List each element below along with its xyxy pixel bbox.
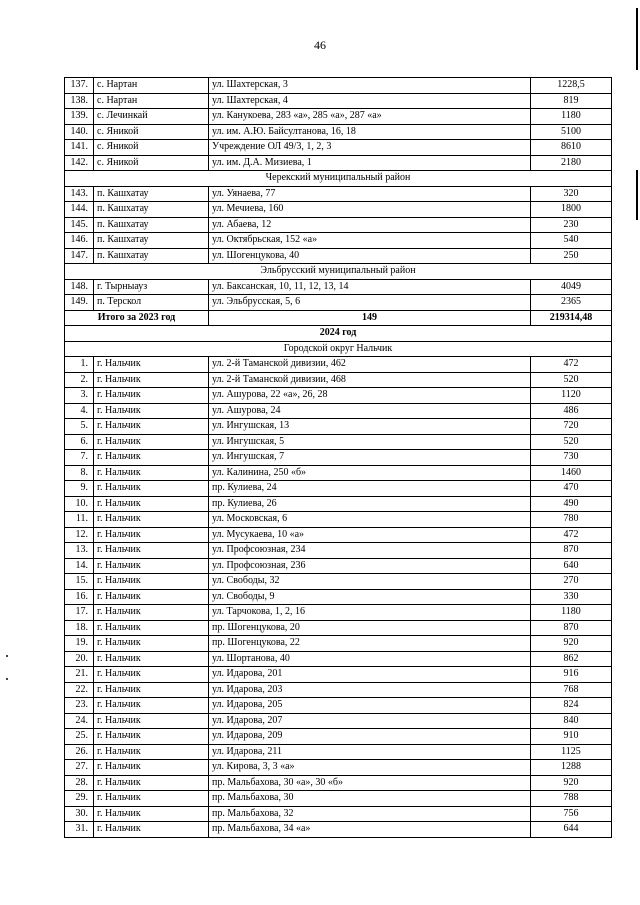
table-row xyxy=(65,450,612,466)
row-number: 18. xyxy=(65,620,94,636)
row-address: пр. Шогенцукова, 20 xyxy=(209,620,531,636)
row-address: ул. Шогенцукова, 40 xyxy=(209,248,531,264)
row-value: 840 xyxy=(531,713,612,729)
row-number: 1. xyxy=(65,357,94,373)
row-number: 138. xyxy=(65,93,94,109)
row-address: пр. Мальбахова, 30 «а», 30 «б» xyxy=(209,775,531,791)
row-number: 5. xyxy=(65,419,94,435)
row-value: 862 xyxy=(531,651,612,667)
table-body-top xyxy=(65,78,612,171)
row-address: ул. Ингушская, 7 xyxy=(209,450,531,466)
row-address: пр. Мальбахова, 32 xyxy=(209,806,531,822)
row-address: ул. Ашурова, 24 xyxy=(209,403,531,419)
row-address: ул. Кирова, 3, 3 «а» xyxy=(209,760,531,776)
row-address: ул. Профсоюзная, 236 xyxy=(209,558,531,574)
row-locality: г. Нальчик xyxy=(94,512,209,528)
row-value: 1125 xyxy=(531,744,612,760)
row-value: 8610 xyxy=(531,140,612,156)
table-row xyxy=(65,217,612,233)
row-address: ул. Идарова, 201 xyxy=(209,667,531,683)
row-locality: п. Кашхатау xyxy=(94,248,209,264)
table-row xyxy=(65,140,612,156)
table-row xyxy=(65,729,612,745)
row-locality: п. Кашхатау xyxy=(94,186,209,202)
row-locality: п. Кашхатау xyxy=(94,202,209,218)
row-locality: г. Нальчик xyxy=(94,388,209,404)
row-locality: г. Нальчик xyxy=(94,667,209,683)
row-value: 1180 xyxy=(531,605,612,621)
row-locality: г. Нальчик xyxy=(94,791,209,807)
row-number: 145. xyxy=(65,217,94,233)
row-value: 540 xyxy=(531,233,612,249)
row-number: 30. xyxy=(65,806,94,822)
row-number: 146. xyxy=(65,233,94,249)
row-value: 730 xyxy=(531,450,612,466)
row-address: ул. Ашурова, 22 «а», 26, 28 xyxy=(209,388,531,404)
section-heading: Эльбрусский муниципальный район xyxy=(65,264,612,280)
row-locality: п. Кашхатау xyxy=(94,217,209,233)
row-number: 27. xyxy=(65,760,94,776)
row-address: ул. Профсоюзная, 234 xyxy=(209,543,531,559)
table-row xyxy=(65,589,612,605)
scan-dot xyxy=(6,678,8,680)
row-locality: г. Нальчик xyxy=(94,434,209,450)
table-row xyxy=(65,186,612,202)
section-row xyxy=(65,341,612,357)
table-row xyxy=(65,372,612,388)
row-locality: г. Нальчик xyxy=(94,682,209,698)
row-number: 9. xyxy=(65,481,94,497)
table-row xyxy=(65,636,612,652)
table-row xyxy=(65,822,612,838)
row-locality: г. Нальчик xyxy=(94,450,209,466)
row-locality: г. Нальчик xyxy=(94,729,209,745)
row-number: 143. xyxy=(65,186,94,202)
row-locality: г. Тырныауз xyxy=(94,279,209,295)
row-value: 320 xyxy=(531,186,612,202)
row-number: 19. xyxy=(65,636,94,652)
row-value: 250 xyxy=(531,248,612,264)
table-row xyxy=(65,434,612,450)
row-value: 920 xyxy=(531,775,612,791)
row-number: 147. xyxy=(65,248,94,264)
row-number: 144. xyxy=(65,202,94,218)
row-value: 756 xyxy=(531,806,612,822)
table-row xyxy=(65,419,612,435)
table-row xyxy=(65,574,612,590)
row-number: 6. xyxy=(65,434,94,450)
row-value: 1460 xyxy=(531,465,612,481)
row-number: 20. xyxy=(65,651,94,667)
row-address: ул. Идарова, 211 xyxy=(209,744,531,760)
row-number: 23. xyxy=(65,698,94,714)
row-address: пр. Кулиева, 24 xyxy=(209,481,531,497)
section-row xyxy=(65,171,612,187)
row-locality: г. Нальчик xyxy=(94,822,209,838)
table-row xyxy=(65,279,612,295)
row-locality: г. Нальчик xyxy=(94,744,209,760)
row-number: 31. xyxy=(65,822,94,838)
row-value: 270 xyxy=(531,574,612,590)
row-address: ул. Шахтерская, 4 xyxy=(209,93,531,109)
row-address: ул. Шортанова, 40 xyxy=(209,651,531,667)
row-address: ул. им. Д.А. Мизиева, 1 xyxy=(209,155,531,171)
total-label: Итого за 2023 год xyxy=(65,310,209,326)
row-address: пр. Мальбахова, 30 xyxy=(209,791,531,807)
row-value: 230 xyxy=(531,217,612,233)
row-locality: г. Нальчик xyxy=(94,357,209,373)
row-address: ул. Ингушская, 5 xyxy=(209,434,531,450)
table-row xyxy=(65,667,612,683)
row-address: ул. Мечиева, 160 xyxy=(209,202,531,218)
table-row xyxy=(65,78,612,94)
row-value: 5100 xyxy=(531,124,612,140)
row-number: 4. xyxy=(65,403,94,419)
row-address: ул. Свободы, 32 xyxy=(209,574,531,590)
table-row xyxy=(65,233,612,249)
row-value: 520 xyxy=(531,434,612,450)
row-value: 824 xyxy=(531,698,612,714)
row-locality: г. Нальчик xyxy=(94,574,209,590)
row-value: 2180 xyxy=(531,155,612,171)
row-locality: г. Нальчик xyxy=(94,620,209,636)
row-locality: г. Нальчик xyxy=(94,775,209,791)
objects-table xyxy=(64,77,612,838)
row-address: ул. Идарова, 209 xyxy=(209,729,531,745)
row-value: 1288 xyxy=(531,760,612,776)
table-row xyxy=(65,512,612,528)
row-number: 137. xyxy=(65,78,94,94)
table-row xyxy=(65,481,612,497)
table-row xyxy=(65,543,612,559)
row-number: 15. xyxy=(65,574,94,590)
row-locality: г. Нальчик xyxy=(94,713,209,729)
row-locality: г. Нальчик xyxy=(94,698,209,714)
row-number: 148. xyxy=(65,279,94,295)
row-address: ул. Абаева, 12 xyxy=(209,217,531,233)
table-row xyxy=(65,388,612,404)
row-locality: п. Кашхатау xyxy=(94,233,209,249)
table-row xyxy=(65,403,612,419)
row-address: пр. Мальбахова, 34 «а» xyxy=(209,822,531,838)
row-value: 472 xyxy=(531,527,612,543)
row-value: 819 xyxy=(531,93,612,109)
row-number: 140. xyxy=(65,124,94,140)
row-address: ул. Шахтерская, 3 xyxy=(209,78,531,94)
table-row xyxy=(65,744,612,760)
row-value: 520 xyxy=(531,372,612,388)
row-number: 12. xyxy=(65,527,94,543)
row-value: 1800 xyxy=(531,202,612,218)
row-value: 916 xyxy=(531,667,612,683)
row-address: пр. Шогенцукова, 22 xyxy=(209,636,531,652)
row-locality: г. Нальчик xyxy=(94,589,209,605)
table-row xyxy=(65,713,612,729)
row-address: ул. Тарчокова, 1, 2, 16 xyxy=(209,605,531,621)
row-value: 1228,5 xyxy=(531,78,612,94)
table-row xyxy=(65,698,612,714)
row-locality: г. Нальчик xyxy=(94,806,209,822)
row-value: 788 xyxy=(531,791,612,807)
row-number: 22. xyxy=(65,682,94,698)
year-row xyxy=(65,326,612,342)
row-value: 490 xyxy=(531,496,612,512)
table-row xyxy=(65,775,612,791)
row-number: 26. xyxy=(65,744,94,760)
row-number: 2. xyxy=(65,372,94,388)
table-row xyxy=(65,620,612,636)
row-address: ул. Уянаева, 77 xyxy=(209,186,531,202)
row-value: 640 xyxy=(531,558,612,574)
row-number: 21. xyxy=(65,667,94,683)
table-row xyxy=(65,791,612,807)
row-number: 149. xyxy=(65,295,94,311)
row-address: ул. Московская, 6 xyxy=(209,512,531,528)
row-address: Учреждение ОЛ 49/3, 1, 2, 3 xyxy=(209,140,531,156)
row-locality: г. Нальчик xyxy=(94,481,209,497)
row-value: 920 xyxy=(531,636,612,652)
row-locality: с. Нартан xyxy=(94,93,209,109)
row-number: 14. xyxy=(65,558,94,574)
row-value: 870 xyxy=(531,620,612,636)
table-body-elbrus xyxy=(65,279,612,310)
table-row xyxy=(65,295,612,311)
row-number: 29. xyxy=(65,791,94,807)
row-number: 11. xyxy=(65,512,94,528)
row-locality: г. Нальчик xyxy=(94,543,209,559)
table-row xyxy=(65,155,612,171)
row-value: 486 xyxy=(531,403,612,419)
row-value: 1180 xyxy=(531,109,612,125)
row-address: пр. Кулиева, 26 xyxy=(209,496,531,512)
table-row xyxy=(65,651,612,667)
table-row xyxy=(65,760,612,776)
row-locality: с. Лечинкай xyxy=(94,109,209,125)
total-value: 219314,48 xyxy=(531,310,612,326)
row-number: 3. xyxy=(65,388,94,404)
table-body-2024 xyxy=(65,357,612,838)
section-row xyxy=(65,264,612,280)
row-number: 141. xyxy=(65,140,94,156)
row-value: 330 xyxy=(531,589,612,605)
row-locality: с. Нартан xyxy=(94,78,209,94)
row-locality: г. Нальчик xyxy=(94,760,209,776)
row-locality: г. Нальчик xyxy=(94,651,209,667)
row-value: 720 xyxy=(531,419,612,435)
row-value: 870 xyxy=(531,543,612,559)
row-number: 25. xyxy=(65,729,94,745)
section-heading: Городской округ Нальчик xyxy=(65,341,612,357)
row-address: ул. Баксанская, 10, 11, 12, 13, 14 xyxy=(209,279,531,295)
row-address: ул. Ингушская, 13 xyxy=(209,419,531,435)
table-row xyxy=(65,682,612,698)
table-row xyxy=(65,93,612,109)
row-number: 142. xyxy=(65,155,94,171)
row-address: ул. Эльбрусская, 5, 6 xyxy=(209,295,531,311)
row-address: ул. Мусукаева, 10 «а» xyxy=(209,527,531,543)
row-locality: г. Нальчик xyxy=(94,465,209,481)
row-locality: с. Яникой xyxy=(94,140,209,156)
row-number: 17. xyxy=(65,605,94,621)
scan-edge-mark xyxy=(636,170,638,220)
row-locality: г. Нальчик xyxy=(94,403,209,419)
row-locality: г. Нальчик xyxy=(94,558,209,574)
table-row xyxy=(65,605,612,621)
row-number: 7. xyxy=(65,450,94,466)
row-number: 16. xyxy=(65,589,94,605)
row-address: ул. 2-й Таманской дивизии, 462 xyxy=(209,357,531,373)
row-locality: с. Яникой xyxy=(94,124,209,140)
row-locality: г. Нальчик xyxy=(94,527,209,543)
total-row xyxy=(65,310,612,326)
row-value: 768 xyxy=(531,682,612,698)
row-number: 10. xyxy=(65,496,94,512)
section-heading: Черекский муниципальный район xyxy=(65,171,612,187)
row-value: 1120 xyxy=(531,388,612,404)
row-address: ул. Идарова, 203 xyxy=(209,682,531,698)
row-address: ул. Свободы, 9 xyxy=(209,589,531,605)
row-locality: г. Нальчик xyxy=(94,496,209,512)
table-row xyxy=(65,202,612,218)
row-number: 13. xyxy=(65,543,94,559)
row-locality: г. Нальчик xyxy=(94,372,209,388)
row-locality: п. Терскол xyxy=(94,295,209,311)
table-row xyxy=(65,465,612,481)
row-locality: г. Нальчик xyxy=(94,605,209,621)
row-value: 4049 xyxy=(531,279,612,295)
table-row xyxy=(65,527,612,543)
row-locality: г. Нальчик xyxy=(94,419,209,435)
row-address: ул. им. А.Ю. Байсултанова, 16, 18 xyxy=(209,124,531,140)
page-number: 46 xyxy=(314,38,326,52)
row-number: 8. xyxy=(65,465,94,481)
row-number: 28. xyxy=(65,775,94,791)
row-value: 472 xyxy=(531,357,612,373)
table-row xyxy=(65,357,612,373)
row-locality: с. Яникой xyxy=(94,155,209,171)
row-address: ул. Идарова, 205 xyxy=(209,698,531,714)
row-address: ул. Калинина, 250 «б» xyxy=(209,465,531,481)
scan-dot xyxy=(6,655,8,657)
year-heading: 2024 год xyxy=(65,326,612,342)
row-number: 24. xyxy=(65,713,94,729)
row-number: 139. xyxy=(65,109,94,125)
row-value: 910 xyxy=(531,729,612,745)
table-row xyxy=(65,496,612,512)
row-locality: г. Нальчик xyxy=(94,636,209,652)
row-address: ул. Идарова, 207 xyxy=(209,713,531,729)
row-address: ул. 2-й Таманской дивизии, 468 xyxy=(209,372,531,388)
table-row xyxy=(65,806,612,822)
row-value: 780 xyxy=(531,512,612,528)
row-address: ул. Канукоева, 283 «а», 285 «а», 287 «а» xyxy=(209,109,531,125)
table-row xyxy=(65,558,612,574)
table-row xyxy=(65,248,612,264)
table-row xyxy=(65,124,612,140)
row-value: 470 xyxy=(531,481,612,497)
total-count: 149 xyxy=(209,310,531,326)
row-value: 644 xyxy=(531,822,612,838)
table-row xyxy=(65,109,612,125)
scan-edge-mark xyxy=(636,8,638,70)
table-body-cherek xyxy=(65,186,612,264)
row-value: 2365 xyxy=(531,295,612,311)
row-address: ул. Октябрьская, 152 «а» xyxy=(209,233,531,249)
